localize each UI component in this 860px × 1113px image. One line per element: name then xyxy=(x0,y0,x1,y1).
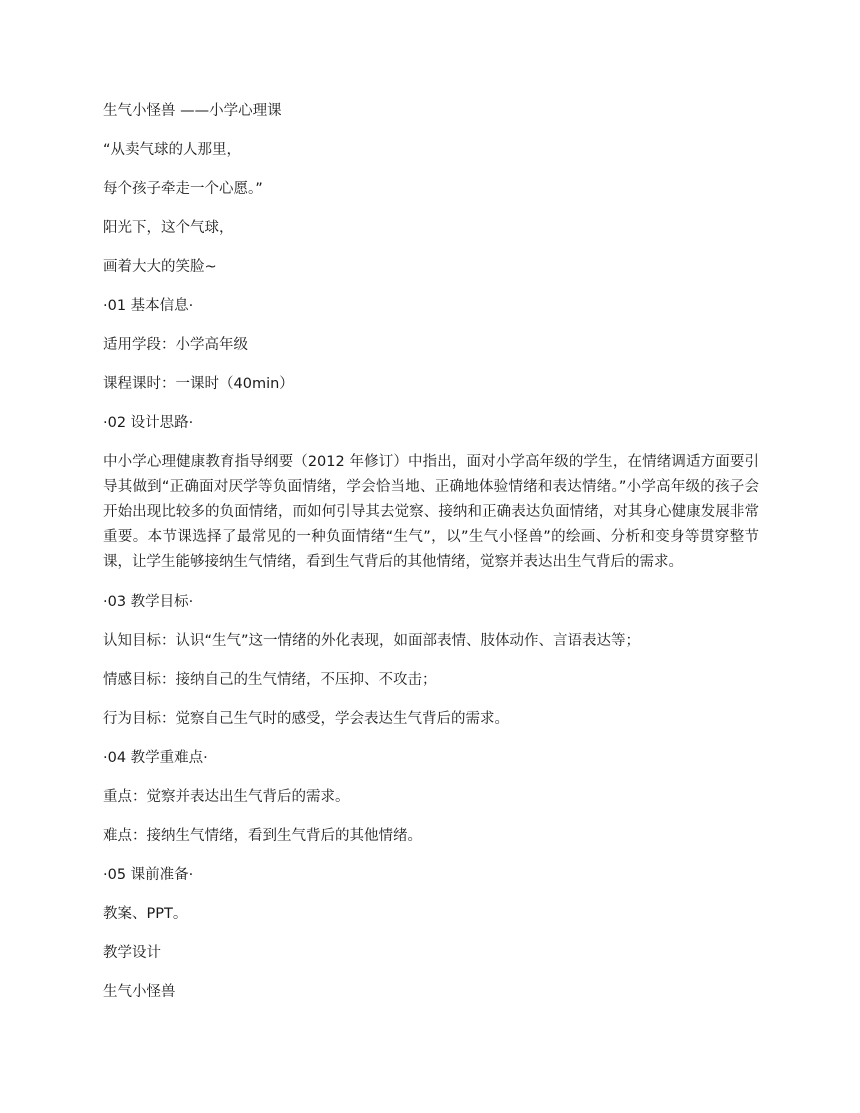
key-point: 重点：觉察并表达出生气背后的需求。 xyxy=(103,789,350,805)
section-heading-design-idea: ·02 设计思路· xyxy=(103,415,194,431)
design-idea-paragraph: 中小学心理健康教育指导纲要（2012 年修订）中指出，面对小学高年级的学生，在情绪调适方面要引导其做到“正确面对厌学等负面情绪，学会恰当地、正确地体验情绪和表达情绪。”小学高年级的孩子会开始出现比较多的负面情绪，而如何引导其去觉察、接纳和正确表达负面情绪，对其身心健康发展非常重要。本节课选择了最常见的一种负面情绪“生气”，以”生气小怪兽”的绘画、分析和变身等贯穿整节课，让学生能够接纳生气情绪，看到生气背后的其他情绪，觉察并表达出生气背后的需求。 xyxy=(103,454,759,570)
preparation-materials: 教案、PPT。 xyxy=(103,906,188,922)
poem-line-3: 阳光下，这个气球， xyxy=(103,220,234,236)
section-heading-basic-info: ·01 基本信息· xyxy=(103,298,194,314)
teaching-design-subtitle: 生气小怪兽 xyxy=(103,984,176,1000)
document-title: 生气小怪兽 ——小学心理课 xyxy=(103,103,282,119)
poem-line-4: 画着大大的笑脸~ xyxy=(103,259,217,275)
section-heading-teaching-goals: ·03 教学目标· xyxy=(103,594,194,610)
poem-line-1: “从卖气球的人那里， xyxy=(103,142,242,158)
poem-line-2: 每个孩子牵走一个心愿。” xyxy=(103,181,263,197)
teaching-design-heading: 教学设计 xyxy=(103,945,161,961)
emotional-goal: 情感目标：接纳自己的生气情绪，不压抑、不攻击； xyxy=(103,672,437,688)
applicable-grade: 适用学段：小学高年级 xyxy=(103,337,248,353)
section-heading-preparation: ·05 课前准备· xyxy=(103,867,194,883)
difficult-point: 难点：接纳生气情绪，看到生气背后的其他情绪。 xyxy=(103,828,422,844)
behavioral-goal: 行为目标：觉察自己生气时的感受，学会表达生气背后的需求。 xyxy=(103,711,509,727)
cognitive-goal: 认知目标：认识“生气”这一情绪的外化表现，如面部表情、肢体动作、言语表达等； xyxy=(103,633,641,649)
document-content xyxy=(103,99,759,1019)
course-duration: 课程课时：一课时（40min） xyxy=(103,376,294,392)
section-heading-key-difficult-points: ·04 教学重难点· xyxy=(103,750,208,766)
